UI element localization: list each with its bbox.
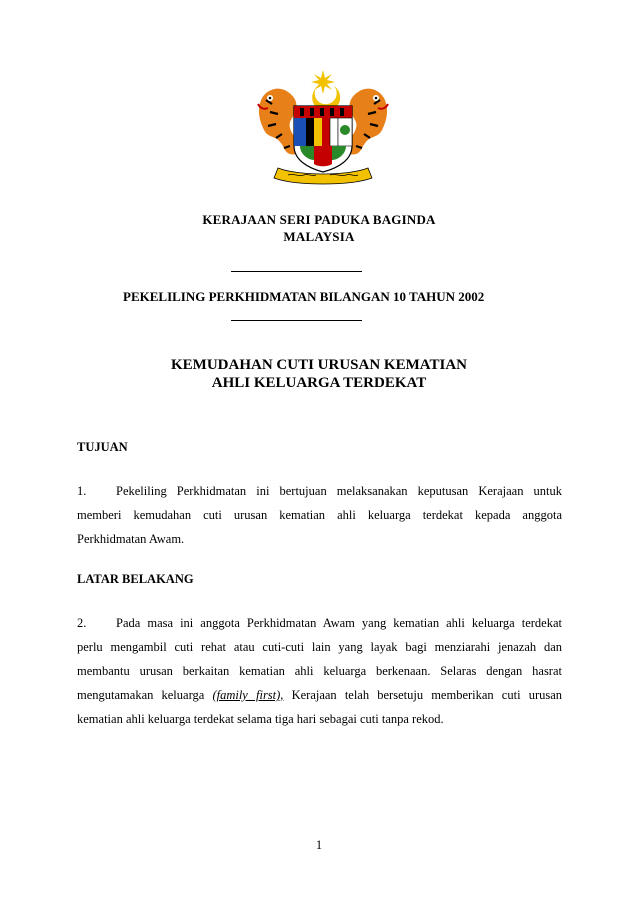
divider-top: [231, 271, 362, 272]
subject-title-line2: AHLI KELUARGA TERDEKAT: [211, 375, 427, 391]
paragraph-text: Kerajaan telah bersetuju memberikan cuti urusan: [291, 688, 563, 702]
paragraph-line: kematian ahli keluarga terdekat selama tiga hari sebagai cuti tanpa rekod.: [77, 712, 444, 726]
paragraph-2: [77, 611, 562, 731]
circular-number: PEKELILING PERKHIDMATAN BILANGAN 10 TAHUN 2002: [123, 289, 485, 304]
paragraph-text: Pekeliling Perkhidmatan ini bertujuan melaksanakan keputusan Kerajaan untuk: [116, 484, 562, 498]
emphasis-family-first: (family first),: [212, 688, 284, 702]
paragraph-line: [77, 683, 562, 707]
page-number: 1: [315, 838, 323, 852]
paragraph-line: [77, 479, 562, 503]
government-title: KERAJAAN SERI PADUKA BAGINDA: [202, 212, 436, 227]
paragraph-line: [77, 611, 562, 635]
government-title-country: MALAYSIA: [283, 229, 355, 244]
subject-title: KEMUDAHAN CUTI URUSAN KEMATIAN: [171, 357, 467, 373]
paragraph-line: membantu urusan berkaitan kematian ahli keluarga berkenaan. Selaras dengan hasrat: [77, 664, 562, 678]
paragraph-number: 1.: [77, 484, 87, 498]
paragraph-line: memberi kemudahan cuti urusan kematian ahli keluarga terdekat kepada anggota: [77, 508, 562, 522]
coat-of-arms-emblem: [248, 68, 398, 190]
divider-bottom: [231, 320, 362, 321]
paragraph-text: Pada masa ini anggota Perkhidmatan Awam yang kematian ahli keluarga terdekat: [116, 616, 562, 630]
section-heading-tujuan: TUJUAN: [77, 440, 128, 454]
section-heading-latar-belakang: LATAR BELAKANG: [77, 572, 194, 586]
paragraph-number: 2.: [77, 616, 87, 630]
paragraph-text: mengutamakan keluarga: [77, 688, 205, 702]
paragraph-line: perlu mengambil cuti rehat atau cuti-cuti lain yang layak bagi menziarahi jenazah dan: [77, 640, 562, 654]
paragraph-line: Perkhidmatan Awam.: [77, 532, 185, 546]
paragraph-1: [77, 479, 562, 551]
